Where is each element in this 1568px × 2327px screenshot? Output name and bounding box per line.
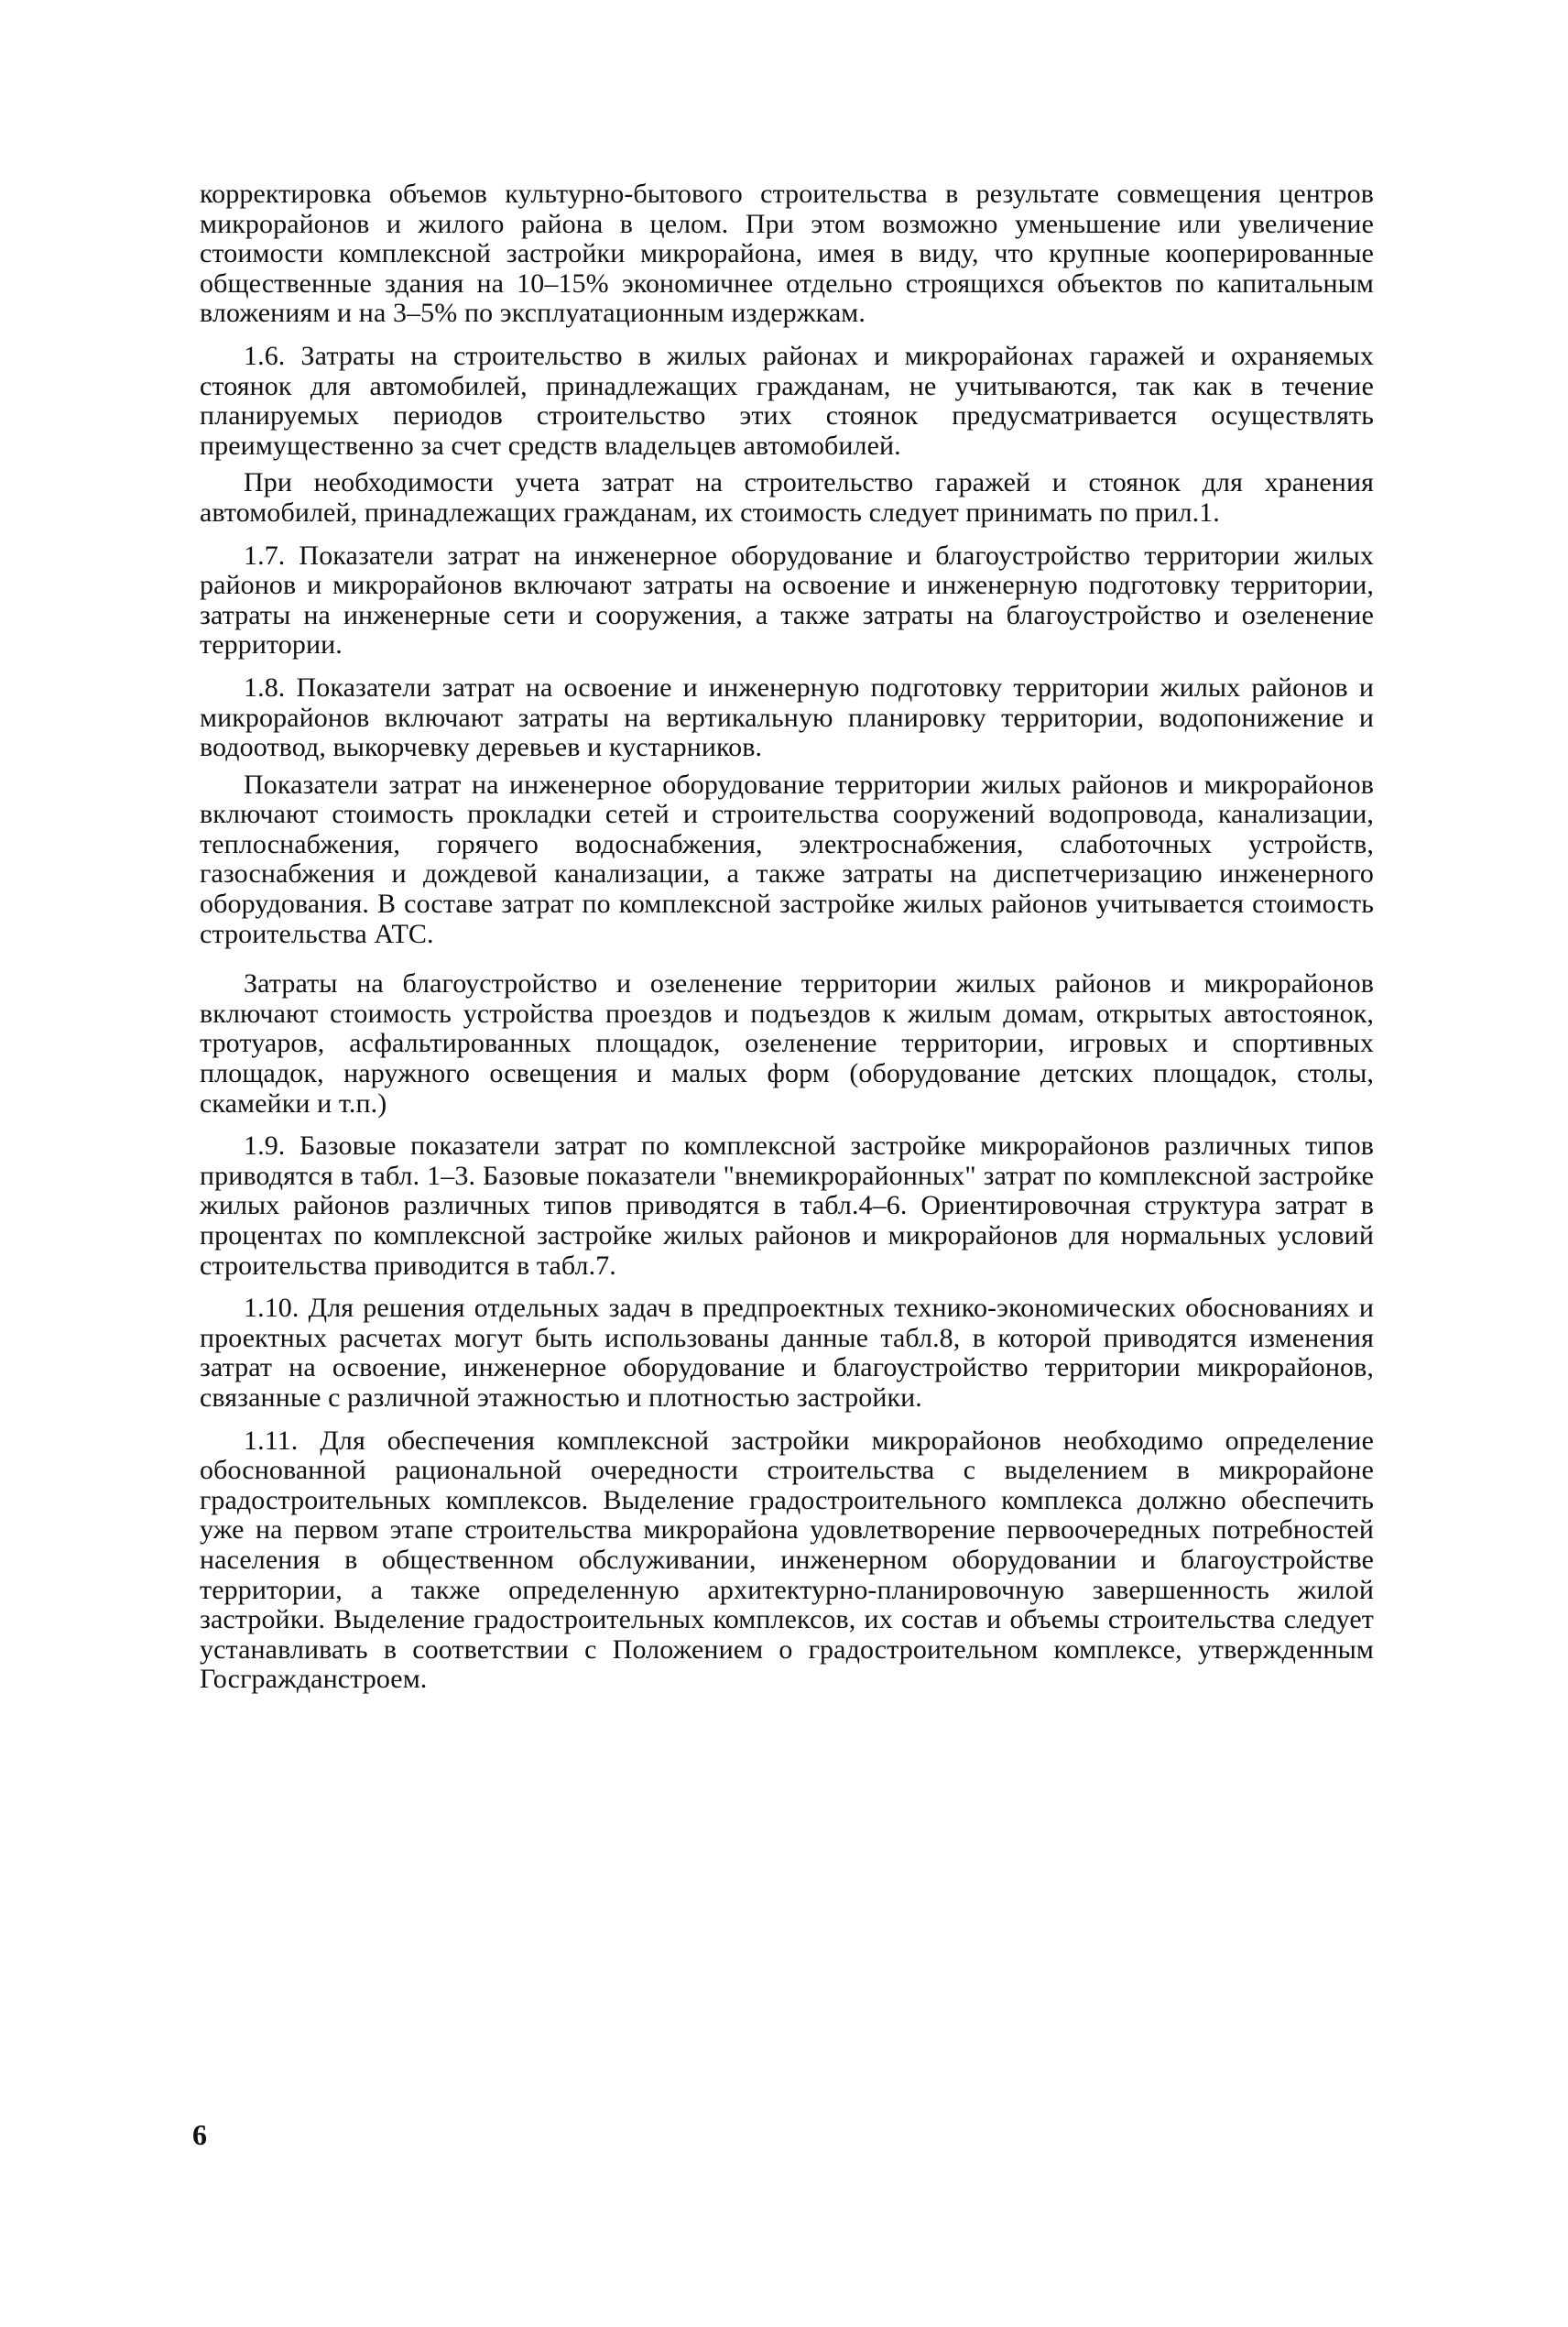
paragraph-1-7: 1.7. Показатели затрат на инженерное оборудование и благоустройство территории жилых районов и микрорайонов включают затраты на освоение и инженерную подготовку территории, затраты на инженерные сети и сооружения, а также затраты на благоустройство и озеленение территории. [200,540,1374,661]
paragraph-1-10: 1.10. Для решения отдельных задач в предпроектных технико-экономических обоснованиях и проектных расчетах могут быть использованы данные табл.8, в которой приводятся изменения затрат на освоение, инженерное оборудование и благоустройство территории микрорайонов, связанные с различной этажностью и плотностью застройки. [200,1293,1374,1413]
paragraph-garage-cost: При необходимости учета затрат на строительство гаражей и стоянок для хранения автомобилей, принадлежащих гражданам, их стоимость следует принимать по прил.1. [200,467,1374,528]
paragraph-continuation: корректировка объемов культурно-бытового строительства в результате совмещения центров микрорайонов и жилого района в целом. При этом возможно уменьшение или увеличение стоимости комплексной застройки микрорайона, имея в виду, что крупные кооперированные общественные здания на 10–15% экономичнее отдельно строящихся объектов по капитальным вложениям и на 3–5% по эксплуатационным издержкам. [200,180,1374,329]
paragraph-engineering-equipment: Показатели затрат на инженерное оборудование территории жилых районов и микрорайонов включают стоимость прокладки сетей и строительства сооружений водопровода, канализации, теплоснабжения, горячего водоснабжения, электроснабжения, слаботочных устройств, газоснабжения и дождевой канализации, а также затраты на диспетчеризацию инженерного оборудования. В составе затрат по комплексной застройке жилых районов учитывается стоимость строительства АТС. [200,769,1374,949]
paragraph-1-8: 1.8. Показатели затрат на освоение и инженерную подготовку территории жилых районов и микрорайонов включают затраты на вертикальную планировку территории, водопонижение и водоотвод, выкорчевку деревьев и кустарников. [200,672,1374,763]
page-number: 6 [192,2118,207,2151]
document-page [200,180,1374,2223]
paragraph-1-9: 1.9. Базовые показатели затрат по комплексной застройке микрорайонов различных типов приводятся в табл. 1–3. Базовые показатели "внемикрорайонных" затрат по комплексной застройке жилых районов различных типов приводятся в табл.4–6. Ориентировочная структура затрат в процентах по комплексной застройке жилых районов и микрорайонов для нормальных условий строительства приводится в табл.7. [200,1131,1374,1281]
paragraph-1-11: 1.11. Для обеспечения комплексной застройки микрорайонов необходимо определение обоснованной рациональной очередности строительства с выделением в микрорайоне градостроительных комплексов. Выделение градостроительного комплекса должно обеспечить уже на первом этапе строительства микрорайона удовлетворение первоочередных потребностей населения в общественном обслуживании, инженерном оборудовании и благоустройстве территории, а также определенную архитектурно-планировочную завершенность жилой застройки. Выделение градостроительных комплексов, их состав и объемы строительства следует устанавливать в соответствии с Положением о градостроительном комплексе, утвержденным Госгражданстроем. [200,1425,1374,1695]
paragraph-1-6: 1.6. Затраты на строительство в жилых районах и микрорайонах гаражей и охраняемых стоянок для автомобилей, принадлежащих гражданам, не учитываются, так как в течение планируемых периодов строительство этих стоянок предусматривается осуществлять преимущественно за счет средств владельцев автомобилей. [200,340,1374,461]
paragraph-landscaping: Затраты на благоустройство и озеленение территории жилых районов и микрорайонов включают стоимость устройства проездов и подъездов к жилым домам, открытых автостоянок, тротуаров, асфальтированных площадок, озеленение территории, игровых и спортивных площадок, наружного освещения и малых форм (оборудование детских площадок, столы, скамейки и т.п.) [200,968,1374,1119]
